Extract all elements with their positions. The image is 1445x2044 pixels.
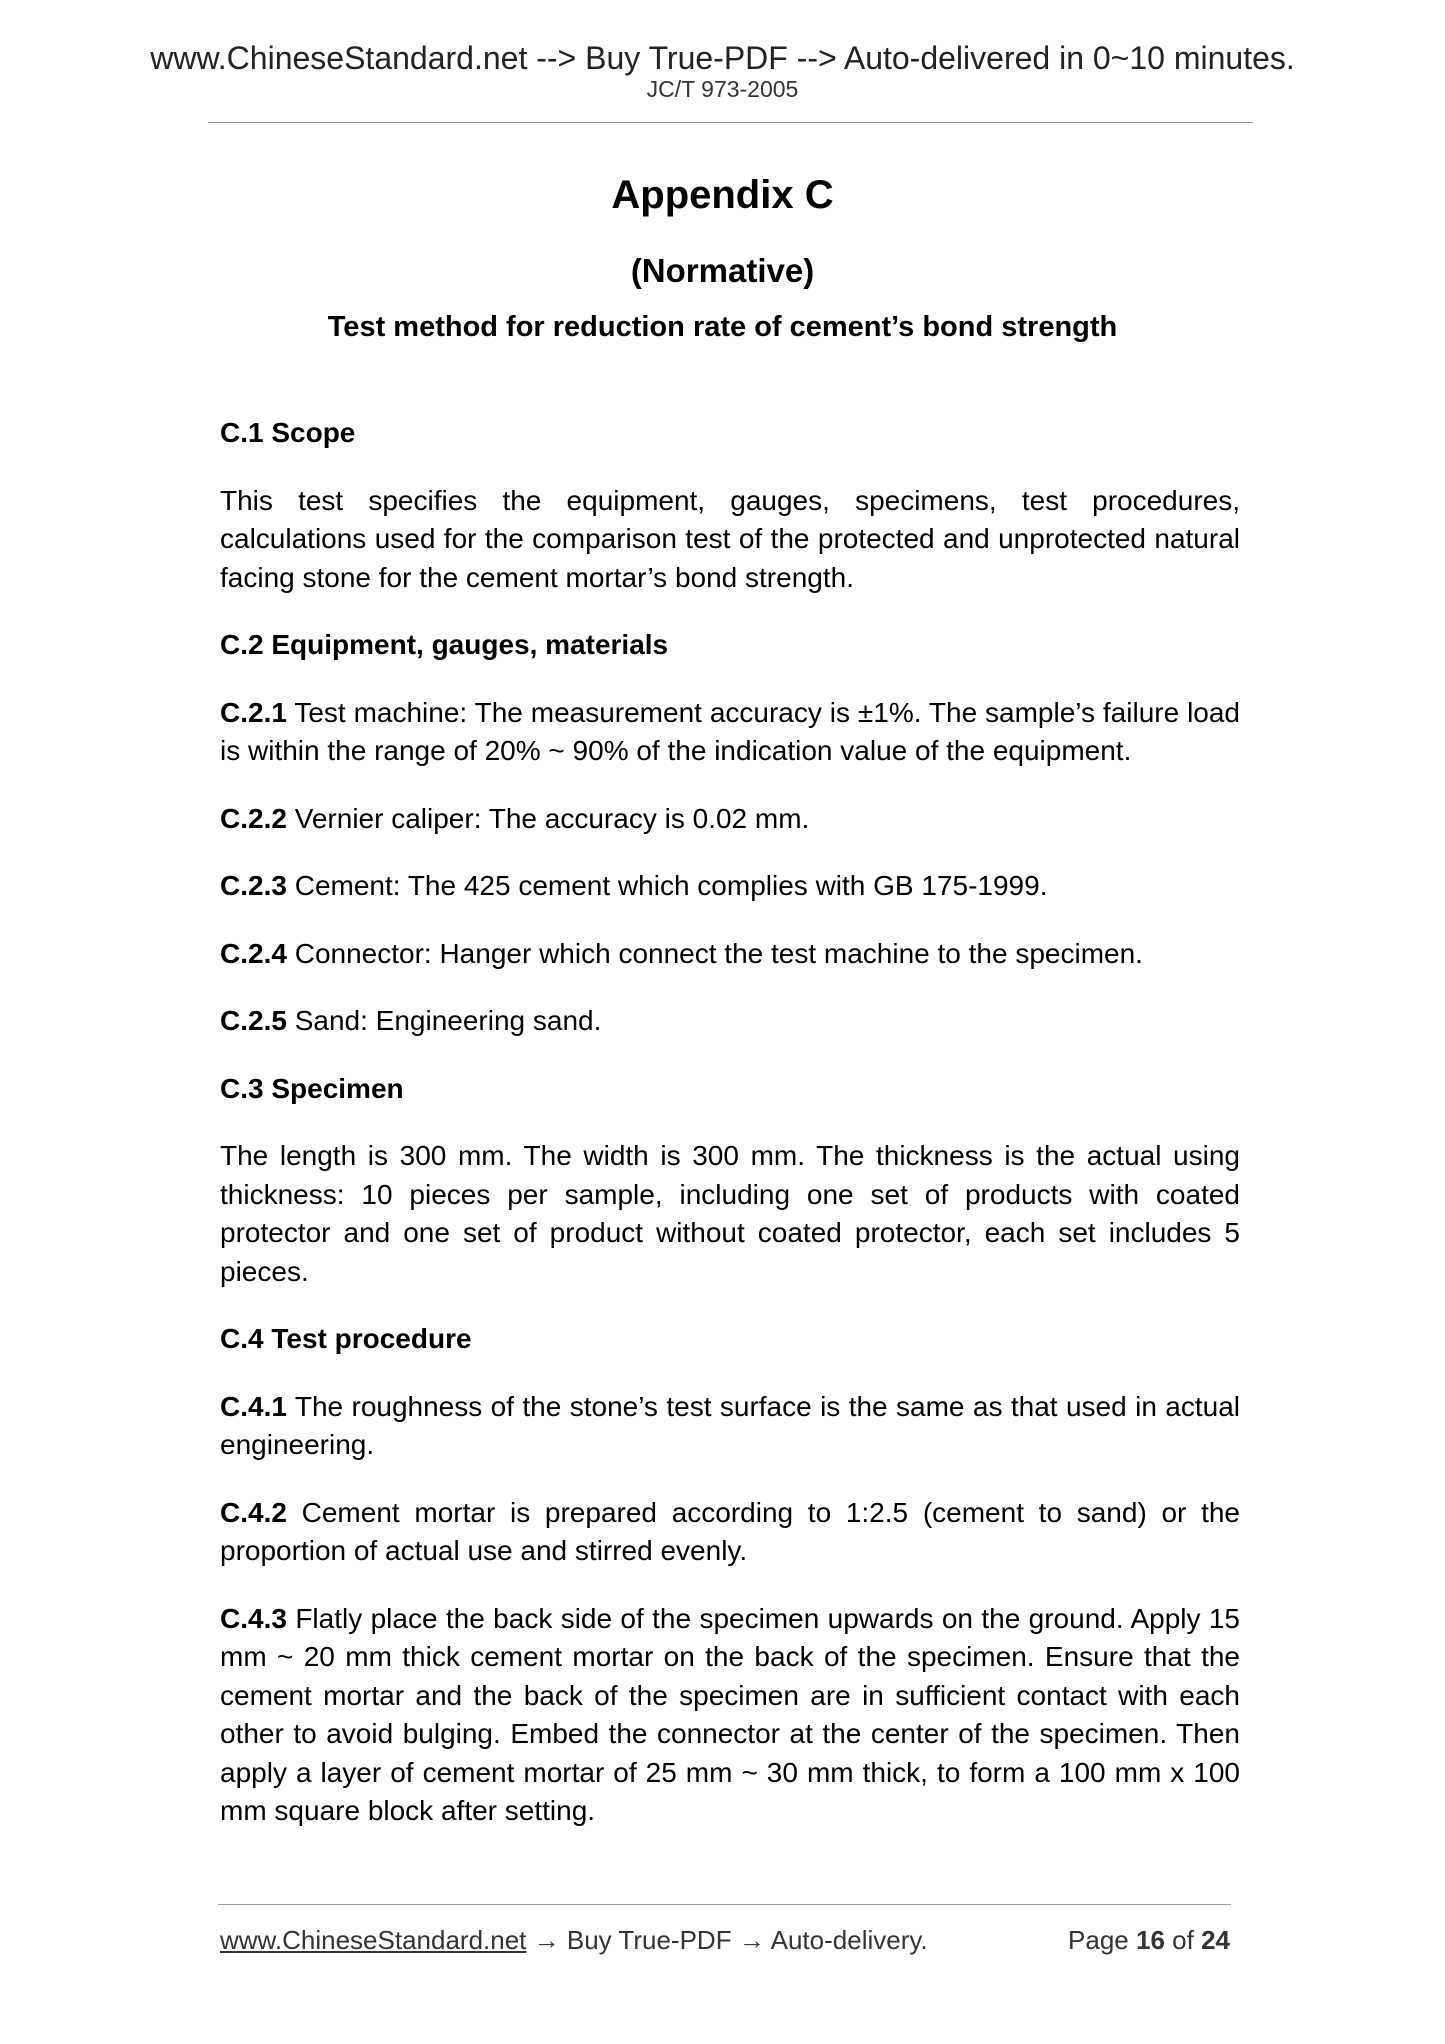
clause-number: C.4.1 xyxy=(220,1390,287,1422)
page-number xyxy=(1068,1924,1230,1956)
page-current: 16 xyxy=(1136,1925,1165,1955)
header-divider xyxy=(208,122,1253,123)
clause-number: C.2.3 xyxy=(220,870,287,901)
section-heading-c3: C.3 Specimen xyxy=(220,1072,404,1104)
clause-text: Connector: Hanger which connect the test machine to the specimen. xyxy=(294,937,1143,969)
clause-number: C.2.1 xyxy=(220,696,287,728)
clause-c2-4 xyxy=(220,935,1240,974)
section-heading-c1: C.1 Scope xyxy=(220,417,356,448)
clause-c2-3 xyxy=(220,867,1240,906)
clause-c4-1 xyxy=(220,1388,1240,1465)
clause-text: Flatly place the back side of the specimen upwards on the ground. Apply 15 mm ~ 20 mm thick cement mortar on the back of the specimen. Ensure that the cement mortar and the back of the specimen are in sufficient contact with each other to avoid bulging. Embed the connector at the center of the specimen. Then apply a layer of cement mortar of 25 mm ~ 30 mm thick, to form a 100 mm x 100 mm square block after setting. xyxy=(220,1602,1241,1826)
clause-number: C.2.2 xyxy=(220,802,287,834)
footer-left xyxy=(220,1924,928,1956)
clause-text: Cement mortar is prepared according to 1:2.5 (cement to sand) or the proportion of actual use and stirred evenly. xyxy=(220,1496,1240,1566)
clause-c2-5 xyxy=(220,1002,1240,1041)
clause-text: Test machine: The measurement accuracy is ±1%. The sample’s failure load is within the range of 20% ~ 90% of the indication value of the equipment. xyxy=(220,696,1241,766)
clause-c2-1 xyxy=(220,694,1240,771)
clause-c4-2 xyxy=(220,1494,1240,1571)
footer-link[interactable]: www.ChineseStandard.net xyxy=(220,1925,527,1955)
footer-divider xyxy=(218,1904,1231,1905)
section-heading-c2: C.2 Equipment, gauges, materials xyxy=(220,629,669,660)
clause-text: Sand: Engineering sand. xyxy=(294,1005,602,1036)
clause-number: C.2.4 xyxy=(220,937,287,969)
standard-code: JC/T 973-2005 xyxy=(646,76,799,102)
clause-number: C.4.2 xyxy=(220,1496,287,1528)
paragraph-c3: The length is 300 mm. The width is 300 mm. The thickness is the actual using thickness: 10 pieces per sample, including one set of products with coated protector and one set of product without coated protector, each set includes 5 pieces. xyxy=(220,1140,1240,1287)
page-total: 24 xyxy=(1201,1925,1230,1955)
appendix-description: Test method for reduction rate of cement’s bond strength xyxy=(327,311,1118,343)
header-banner: www.ChineseStandard.net --> Buy True-PDF --> Auto-delivered in 0~10 minutes. xyxy=(150,40,1295,76)
clause-c4-3 xyxy=(220,1600,1240,1831)
arrow-right-icon: → xyxy=(533,1925,560,1955)
of-label: of xyxy=(1172,1925,1194,1955)
clause-text: Vernier caliper: The accuracy is 0.02 mm. xyxy=(294,802,810,834)
paragraph-c1: This test specifies the equipment, gauges, specimens, test procedures, calculations used for the comparison test of the protected and unprotected natural facing stone for the cement mortar’s bond strength. xyxy=(220,484,1240,593)
page-label: Page xyxy=(1068,1925,1129,1955)
appendix-subtitle: (Normative) xyxy=(630,252,815,289)
document-body xyxy=(220,414,1240,1860)
clause-text: Cement: The 425 cement which complies with GB 175-1999. xyxy=(294,870,1048,901)
clause-c2-2 xyxy=(220,800,1240,839)
clause-text: The roughness of the stone’s test surface is the same as that used in actual engineering. xyxy=(220,1390,1241,1460)
section-heading-c4: C.4 Test procedure xyxy=(220,1323,472,1354)
clause-number: C.2.5 xyxy=(220,1005,287,1036)
appendix-title: Appendix C xyxy=(611,173,834,217)
footer-tagline-2: Auto-delivery. xyxy=(770,1925,928,1955)
footer-tagline: Buy True-PDF xyxy=(566,1925,732,1955)
arrow-right-icon: → xyxy=(738,1925,765,1955)
clause-number: C.4.3 xyxy=(220,1602,287,1634)
